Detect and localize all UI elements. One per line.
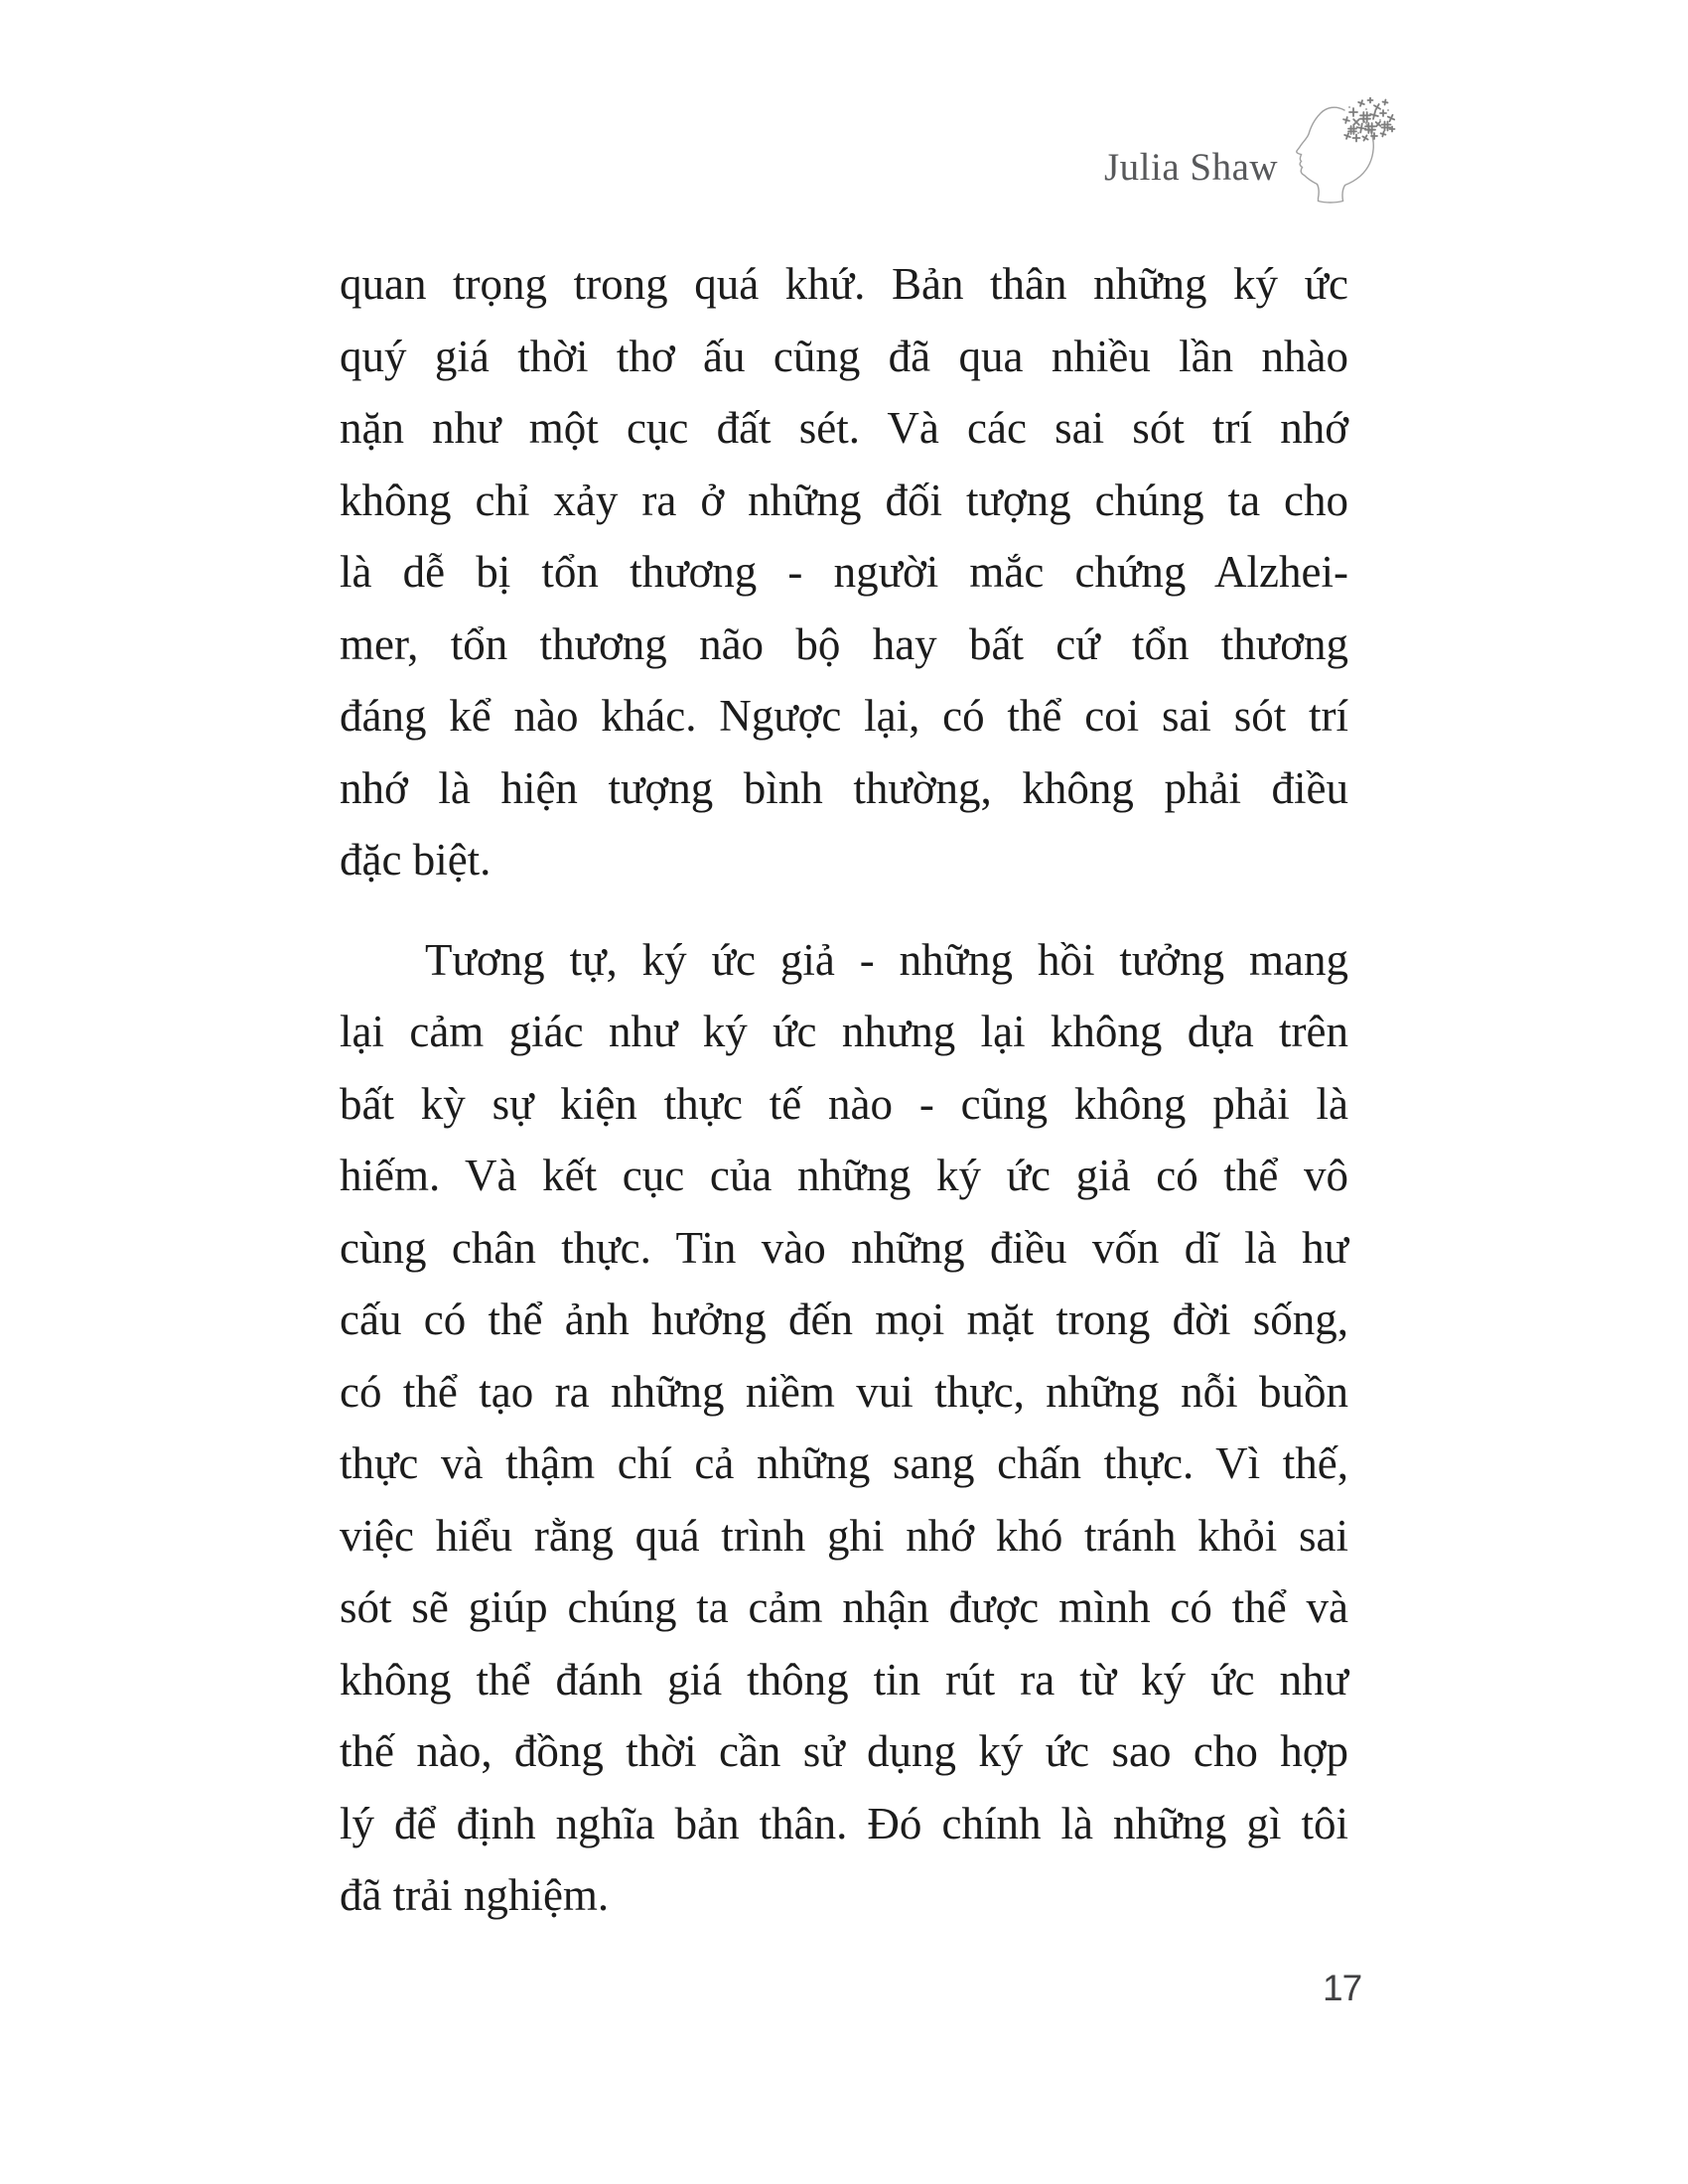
text-line: cùng chân thực. Tin vào những điều vốn dĩ là hư bbox=[340, 1222, 1348, 1273]
text-line: thực và thậm chí cả những sang chấn thực. Vì thế, bbox=[340, 1438, 1348, 1488]
body-text bbox=[340, 248, 1348, 1932]
paragraph bbox=[340, 248, 1348, 896]
paragraph bbox=[340, 924, 1348, 1932]
text-line: không chỉ xảy ra ở những đối tượng chúng ta cho bbox=[340, 475, 1348, 525]
text-line: có thể tạo ra những niềm vui thực, những nỗi buồn bbox=[340, 1366, 1348, 1417]
text-line: thế nào, đồng thời cần sử dụng ký ức sao cho hợp bbox=[340, 1726, 1348, 1776]
text-line: Tương tự, ký ức giả - những hồi tưởng mang bbox=[425, 934, 1348, 985]
text-line: là dễ bị tổn thương - người mắc chứng Alzhei- bbox=[340, 547, 1348, 597]
text-line: mer, tổn thương não bộ hay bất cứ tổn thương bbox=[340, 618, 1348, 669]
text-line: việc hiểu rằng quá trình ghi nhớ khó tránh khỏi sai bbox=[340, 1510, 1348, 1561]
memory-fragments bbox=[1342, 98, 1395, 143]
text-line: bất kỳ sự kiện thực tế nào - cũng không phải là bbox=[340, 1078, 1348, 1129]
author-name: Julia Shaw bbox=[1104, 146, 1279, 189]
text-line: đã trải nghiệm. bbox=[340, 1870, 610, 1920]
text-line: lại cảm giác như ký ức nhưng lại không dựa trên bbox=[340, 1007, 1348, 1056]
text-line: lý để định nghĩa bản thân. Đó chính là những gì tôi bbox=[340, 1798, 1348, 1848]
text-line: hiếm. Và kết cục của những ký ức giả có thể vô bbox=[340, 1151, 1348, 1200]
text-line: quý giá thời thơ ấu cũng đã qua nhiều lần nhào bbox=[340, 331, 1348, 381]
text-line: quan trọng trong quá khứ. Bản thân những ký ức bbox=[340, 259, 1348, 309]
text-line: nặn như một cục đất sét. Và các sai sót trí nhớ bbox=[340, 403, 1348, 453]
text-line: không thể đánh giá thông tin rút ra từ ký ức như bbox=[340, 1654, 1348, 1705]
head-memory-icon bbox=[1287, 97, 1398, 208]
text-line: nhớ là hiện tượng bình thường, không phải điều bbox=[340, 762, 1348, 813]
text-line: đặc biệt. bbox=[340, 835, 492, 885]
text-line: sót sẽ giúp chúng ta cảm nhận được mình có thể và bbox=[340, 1582, 1348, 1632]
text-line: cấu có thể ảnh hưởng đến mọi mặt trong đời sống, bbox=[340, 1295, 1348, 1344]
page-number: 17 bbox=[1323, 1968, 1362, 2008]
text-line: đáng kể nào khác. Ngược lại, có thể coi sai sót trí bbox=[340, 691, 1348, 741]
